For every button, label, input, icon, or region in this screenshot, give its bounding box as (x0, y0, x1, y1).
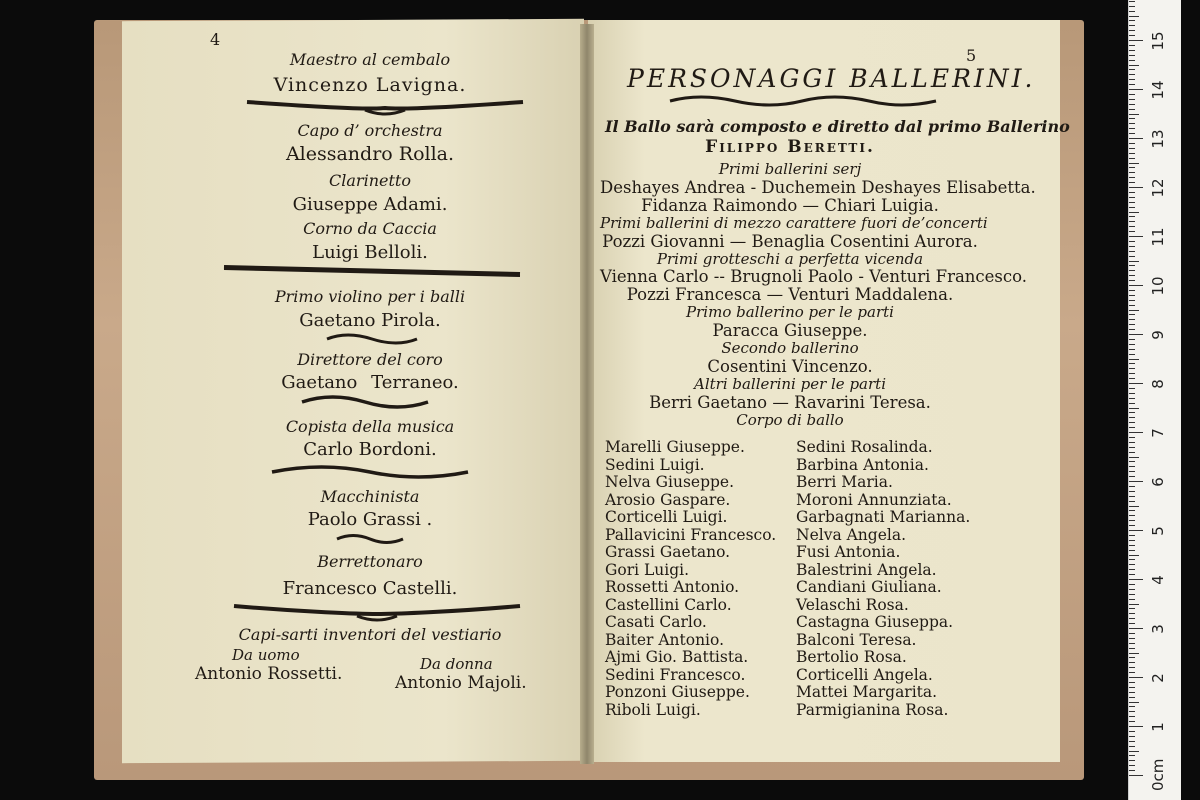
ruler-tick (1129, 265, 1135, 266)
ruler-tick (1129, 594, 1135, 595)
ruler-tick (1129, 525, 1135, 526)
ruler-tick (1129, 349, 1135, 350)
role-label: Direttore del coro (297, 350, 443, 369)
ruler-tick (1129, 128, 1135, 129)
ruler-tick (1129, 305, 1135, 306)
section-heading: Primo ballerino per le parti (686, 303, 894, 322)
ruler-tick (1129, 20, 1135, 21)
corps-member: Marelli Giuseppe. (605, 438, 745, 456)
ruler-tick (1129, 339, 1135, 340)
ruler-tick (1129, 241, 1135, 242)
ruler-tick (1129, 628, 1143, 629)
corps-member: Gori Luigi. (605, 560, 690, 579)
ruler-tick (1129, 261, 1139, 262)
ruler-tick (1129, 466, 1135, 467)
flourish-ornament (325, 332, 420, 346)
ruler-tick (1129, 530, 1143, 531)
ruler-tick (1129, 212, 1139, 213)
ruler-label: 15 (1149, 31, 1167, 51)
ruler-tick (1129, 163, 1139, 164)
ruler-tick (1129, 94, 1135, 95)
corps-member: Grassi Gaetano. (605, 543, 731, 561)
ruler-tick (1129, 608, 1135, 609)
ruler-tick (1129, 388, 1135, 389)
ruler-tick (1129, 290, 1135, 291)
ruler-label: 4 (1149, 575, 1167, 585)
dancer-line: Pozzi Francesca — Venturi Maddalena. (626, 285, 954, 305)
corps-member: Pallavicini Francesco. (605, 525, 777, 544)
ruler-tick (1129, 760, 1135, 761)
role-label: Primo violino per i balli (274, 287, 466, 306)
ruler-tick (1129, 702, 1139, 703)
dancer-line: Cosentini Vincenzo. (707, 356, 873, 376)
ruler-tick (1129, 461, 1135, 462)
ruler-tick (1129, 751, 1139, 752)
ruler-tick (1129, 437, 1135, 438)
ruler-tick (1129, 687, 1135, 688)
dancer-line: Berri Gaetano — Ravarini Teresa. (649, 392, 931, 412)
person-name: Paolo Grassi . (307, 509, 433, 530)
corps-member: Moroni Annunziata. (796, 490, 952, 509)
ruler-tick (1129, 501, 1135, 502)
measuring-ruler (1128, 0, 1181, 800)
ruler-tick (1129, 138, 1143, 139)
ruler-tick (1129, 158, 1135, 159)
corps-member: Rossetti Antonio. (605, 578, 740, 596)
ruler-tick (1129, 368, 1135, 369)
ruler-label: 13 (1149, 129, 1167, 149)
ruler-label: 10 (1149, 276, 1167, 296)
corps-member: Velaschi Rosa. (796, 595, 909, 614)
ruler-tick (1129, 373, 1135, 374)
page-number-left: 4 (210, 30, 221, 49)
ruler-tick (1129, 148, 1135, 149)
corps-member: Corticelli Luigi. (605, 508, 728, 526)
ruler-tick (1129, 417, 1135, 418)
corps-member: Ajmi Gio. Battista. (605, 648, 749, 666)
ruler-tick (1129, 202, 1135, 203)
ruler-tick (1129, 476, 1135, 477)
ruler-tick (1129, 579, 1143, 580)
ruler-tick (1129, 442, 1135, 443)
ruler-label: 11 (1149, 227, 1167, 247)
ruler-tick (1129, 398, 1135, 399)
dancer-line: Paracca Giuseppe. (712, 321, 868, 341)
ruler-tick (1129, 45, 1135, 46)
ruler-tick (1129, 11, 1135, 12)
ruler-tick (1129, 329, 1135, 330)
ruler-label: 14 (1149, 80, 1167, 100)
ruler-tick (1129, 359, 1139, 360)
corps-member: Castellini Carlo. (605, 595, 732, 614)
ruler-tick (1129, 770, 1135, 771)
ruler-tick (1129, 672, 1135, 673)
ruler-label: 7 (1149, 428, 1167, 438)
ruler-tick (1129, 623, 1135, 624)
person-name: Luigi Belloli. (312, 242, 428, 263)
ruler-label: 3 (1149, 624, 1167, 634)
corps-member: Garbagnati Marianna. (796, 508, 971, 526)
corps-member: Baiter Antonio. (605, 630, 724, 649)
ruler-tick (1129, 545, 1135, 546)
dancer-line: Pozzi Giovanni — Benaglia Cosentini Aurora. (602, 231, 978, 251)
ruler-label: 1 (1149, 722, 1167, 732)
ruler-tick (1129, 270, 1135, 271)
ruler-tick (1129, 653, 1139, 654)
ruler-tick (1129, 447, 1135, 448)
ruler-tick (1129, 403, 1135, 404)
flourish-ornament (270, 462, 470, 482)
corps-member: Berri Maria. (796, 473, 893, 491)
corps-member: Casati Carlo. (605, 613, 707, 631)
corps-member: Nelva Giuseppe. (605, 473, 735, 491)
ruler-tick (1129, 324, 1135, 325)
ruler-tick (1129, 427, 1135, 428)
ruler-tick (1129, 682, 1135, 683)
ruler-tick (1129, 99, 1135, 100)
ruler-tick (1129, 599, 1135, 600)
corps-member: Candiani Giuliana. (796, 578, 942, 596)
ruler-tick (1129, 457, 1139, 458)
ruler-tick (1129, 555, 1139, 556)
role-label: Capo d’ orchestra (297, 121, 443, 140)
role-label: Copista della musica (285, 417, 455, 436)
ruler-label: 2 (1149, 673, 1167, 683)
ruler-tick (1129, 84, 1135, 85)
ruler-tick (1129, 726, 1143, 727)
corps-member: Ponzoni Giuseppe. (605, 683, 750, 701)
ruler-tick (1129, 755, 1135, 756)
ruler-tick (1129, 378, 1135, 379)
page-number-right: 5 (966, 46, 977, 65)
ruler-tick (1129, 638, 1135, 639)
flourish-ornament (668, 92, 938, 110)
ruler-tick (1129, 197, 1135, 198)
ruler-tick (1129, 314, 1135, 315)
ruler-tick (1129, 550, 1135, 551)
ruler-tick (1129, 716, 1135, 717)
ruler-tick (1129, 432, 1143, 433)
corps-member: Sedini Francesco. (605, 665, 746, 684)
flourish-ornament (232, 600, 522, 622)
ruler-tick (1129, 6, 1135, 7)
role-label: Maestro al cembalo (289, 50, 451, 69)
ruler-tick (1129, 535, 1135, 536)
ruler-tick (1129, 515, 1135, 516)
ruler-tick (1129, 40, 1143, 41)
ruler-tick (1129, 216, 1135, 217)
ruler-tick (1129, 55, 1135, 56)
ruler-tick (1129, 731, 1135, 732)
ruler-tick (1129, 35, 1135, 36)
person-name: Carlo Bordoni. (303, 439, 437, 460)
ruler-tick (1129, 231, 1135, 232)
ruler-tick (1129, 481, 1143, 482)
page-title: PERSONAGGI BALLERINI. (627, 64, 1036, 93)
ruler-tick (1129, 114, 1139, 115)
role-label: Corno da Caccia (303, 219, 437, 238)
ruler-tick (1129, 393, 1135, 394)
section-heading: Altri ballerini per le parti (693, 374, 886, 393)
ruler-tick (1129, 153, 1135, 154)
ruler-tick (1129, 187, 1143, 188)
ruler-tick (1129, 118, 1135, 119)
ruler-tick (1129, 182, 1135, 183)
ruler-label: 5 (1149, 526, 1167, 536)
corps-member: Nelva Angela. (796, 525, 907, 544)
ruler-tick (1129, 133, 1135, 134)
costume-women-name: Antonio Majoli. (395, 673, 527, 693)
ruler-tick (1129, 677, 1143, 678)
corps-member: Fusi Antonia. (796, 543, 901, 561)
ruler-tick (1129, 221, 1135, 222)
ruler-tick (1129, 246, 1135, 247)
ruler-tick (1129, 633, 1135, 634)
section-heading: Secondo ballerino (721, 339, 859, 357)
ruler-tick (1129, 30, 1135, 31)
costume-heading: Capi-sarti inventori del vestiario (238, 625, 502, 644)
ruler-tick (1129, 65, 1139, 66)
ruler-tick (1129, 706, 1135, 707)
dancer-line: Fidanza Raimondo — Chiari Luigia. (641, 195, 939, 215)
costume-men-label: Da uomo (232, 646, 300, 664)
ruler-tick (1129, 574, 1135, 575)
ruler-tick (1129, 60, 1135, 61)
ruler-tick (1129, 584, 1135, 585)
ruler-tick (1129, 1, 1135, 2)
ruler-tick (1129, 711, 1135, 712)
ruler-tick (1129, 310, 1139, 311)
corps-member: Castagna Giuseppa. (796, 613, 954, 631)
ruler-tick (1129, 300, 1135, 301)
role-label: Clarinetto (329, 171, 411, 190)
corps-member: Balestrini Angela. (796, 560, 937, 579)
role-label: Macchinista (320, 487, 420, 506)
person-name: Giuseppe Adami. (292, 194, 448, 215)
ruler-tick (1129, 177, 1135, 178)
ruler-tick (1129, 123, 1135, 124)
ruler-tick (1129, 89, 1143, 90)
ruler-label: 8 (1149, 379, 1167, 389)
ruler-tick (1129, 251, 1135, 252)
ruler-tick (1129, 721, 1135, 722)
ruler-tick (1129, 559, 1135, 560)
ruler-tick (1129, 319, 1135, 320)
ruler-tick (1129, 192, 1135, 193)
ruler-tick (1129, 471, 1135, 472)
dancer-line: Deshayes Andrea - Duchemein Deshayes Elisabetta. (600, 177, 1036, 197)
section-heading: Primi ballerini di mezzo carattere fuori de’concerti (600, 213, 988, 232)
ruler-tick (1129, 344, 1135, 345)
ruler-tick (1129, 613, 1135, 614)
ruler-tick (1129, 496, 1135, 497)
ruler-tick (1129, 16, 1139, 17)
ruler-tick (1129, 569, 1135, 570)
ruler-tick (1129, 506, 1139, 507)
costume-men-name: Antonio Rossetti. (195, 664, 343, 684)
ruler-tick (1129, 618, 1135, 619)
corps-member: Sedini Rosalinda. (796, 438, 933, 456)
ruler-tick (1129, 736, 1135, 737)
ruler-label: 12 (1149, 178, 1167, 198)
flourish-ornament (300, 394, 430, 410)
ruler-tick (1129, 280, 1135, 281)
ruler-tick (1129, 25, 1135, 26)
ruler-tick (1129, 604, 1139, 605)
corps-member: Corticelli Angela. (796, 665, 933, 684)
ruler-tick (1129, 207, 1135, 208)
dancer-line: Vienna Carlo -- Brugnoli Paolo - Venturi Francesco. (600, 267, 1028, 287)
ruler-tick (1129, 74, 1135, 75)
ruler-tick (1129, 741, 1135, 742)
ruler-tick (1129, 422, 1135, 423)
person-name: Francesco Castelli. (282, 578, 458, 599)
ruler-tick (1129, 295, 1135, 296)
corps-member: Arosio Gaspare. (605, 490, 731, 509)
ruler-tick (1129, 564, 1135, 565)
ruler-tick (1129, 275, 1135, 276)
flourish-ornament (335, 532, 405, 546)
costume-women-label: Da donna (420, 655, 493, 673)
ruler-tick (1129, 412, 1135, 413)
corps-member: Mattei Margarita. (796, 683, 938, 701)
ruler-tick (1129, 109, 1135, 110)
person-name: Gaetano Terraneo. (281, 372, 459, 393)
ruler-tick (1129, 697, 1135, 698)
book-gutter (580, 24, 594, 764)
ruler-tick (1129, 363, 1135, 364)
ruler-label: 9 (1149, 330, 1167, 340)
ruler-tick (1129, 69, 1135, 70)
section-heading: Primi ballerini serj (718, 160, 862, 178)
ruler-tick (1129, 167, 1135, 168)
ruler-label: 0cm (1149, 758, 1167, 791)
ruler-tick (1129, 256, 1135, 257)
ruler-tick (1129, 491, 1135, 492)
person-name: Gaetano Pirola. (299, 310, 441, 331)
corps-member: Bertolio Rosa. (796, 648, 907, 666)
corps-member: Parmigianina Rosa. (796, 700, 949, 719)
ruler-tick (1129, 172, 1135, 173)
ruler-tick (1129, 540, 1135, 541)
ruler-tick (1129, 50, 1135, 51)
section-heading: Corpo di ballo (736, 410, 844, 429)
ruler-tick (1129, 775, 1143, 776)
person-name: Vincenzo Lavigna. (273, 74, 467, 96)
ruler-tick (1129, 334, 1143, 335)
intro-line: Il Ballo sarà composto e diretto dal primo Ballerino (605, 117, 1070, 136)
flourish-ornament (222, 262, 522, 282)
ruler-tick (1129, 657, 1135, 658)
ruler-tick (1129, 408, 1139, 409)
ruler-label: 6 (1149, 477, 1167, 487)
corps-member: Barbina Antonia. (796, 455, 929, 474)
ruler-tick (1129, 452, 1135, 453)
ruler-tick (1129, 765, 1135, 766)
ruler-tick (1129, 354, 1135, 355)
ruler-tick (1129, 643, 1135, 644)
ruler-tick (1129, 589, 1135, 590)
corps-member: Balconi Teresa. (796, 630, 917, 649)
section-heading: Primi grotteschi a perfetta vicenda (656, 249, 924, 268)
ruler-tick (1129, 510, 1135, 511)
corps-member: Riboli Luigi. (605, 700, 701, 719)
ruler-tick (1129, 226, 1135, 227)
flourish-ornament (245, 96, 525, 118)
ruler-tick (1129, 236, 1143, 237)
ruler-tick (1129, 285, 1143, 286)
ruler-tick (1129, 104, 1135, 105)
role-label: Berrettonaro (317, 552, 423, 571)
person-name: Alessandro Rolla. (285, 143, 455, 165)
ruler-tick (1129, 486, 1135, 487)
ruler-tick (1129, 79, 1135, 80)
ruler-tick (1129, 383, 1143, 384)
ruler-tick (1129, 692, 1135, 693)
ruler-tick (1129, 662, 1135, 663)
corps-member: Sedini Luigi. (605, 455, 705, 474)
ruler-tick (1129, 520, 1135, 521)
ruler-tick (1129, 746, 1135, 747)
ruler-tick (1129, 667, 1135, 668)
director-name: Filippo Beretti. (705, 137, 875, 157)
ruler-tick (1129, 648, 1135, 649)
ruler-tick (1129, 143, 1135, 144)
